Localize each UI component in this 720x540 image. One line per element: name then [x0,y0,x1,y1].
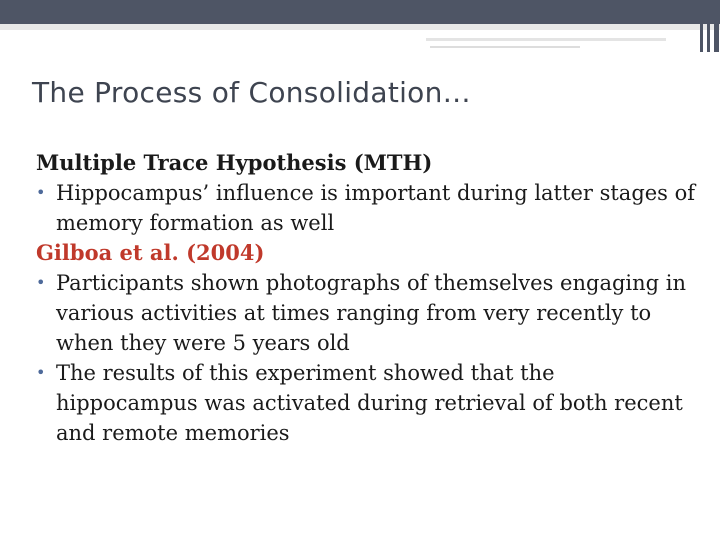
bullet-text: The results of this experiment showed that the hippocampus was activated during retrieval of both recent and remote memories [56,361,683,445]
decorative-line [430,46,580,48]
bullet-icon: • [36,363,46,382]
corner-decoration [698,0,720,52]
slide-title: The Process of Consolidation… [32,76,471,109]
bullet-icon: • [36,183,46,202]
decorative-line [426,38,666,41]
section-heading-gilboa: Gilboa et al. (2004) [36,240,265,265]
accent-strip [0,24,720,30]
bullet-icon: • [36,273,46,292]
bullet-text: Hippocampus’ influence is important during latter stages of memory formation as well [56,181,696,235]
section-heading-mth: Multiple Trace Hypothesis (MTH) [36,150,433,175]
slide-body [36,148,696,448]
bullet-item [36,178,696,238]
bullet-text: Participants shown photographs of themselves engaging in various activities at times ranging from very recently to when they were 5 years old [56,271,687,355]
top-banner [0,0,720,24]
bullet-item [36,268,696,358]
bullet-item [36,358,696,448]
